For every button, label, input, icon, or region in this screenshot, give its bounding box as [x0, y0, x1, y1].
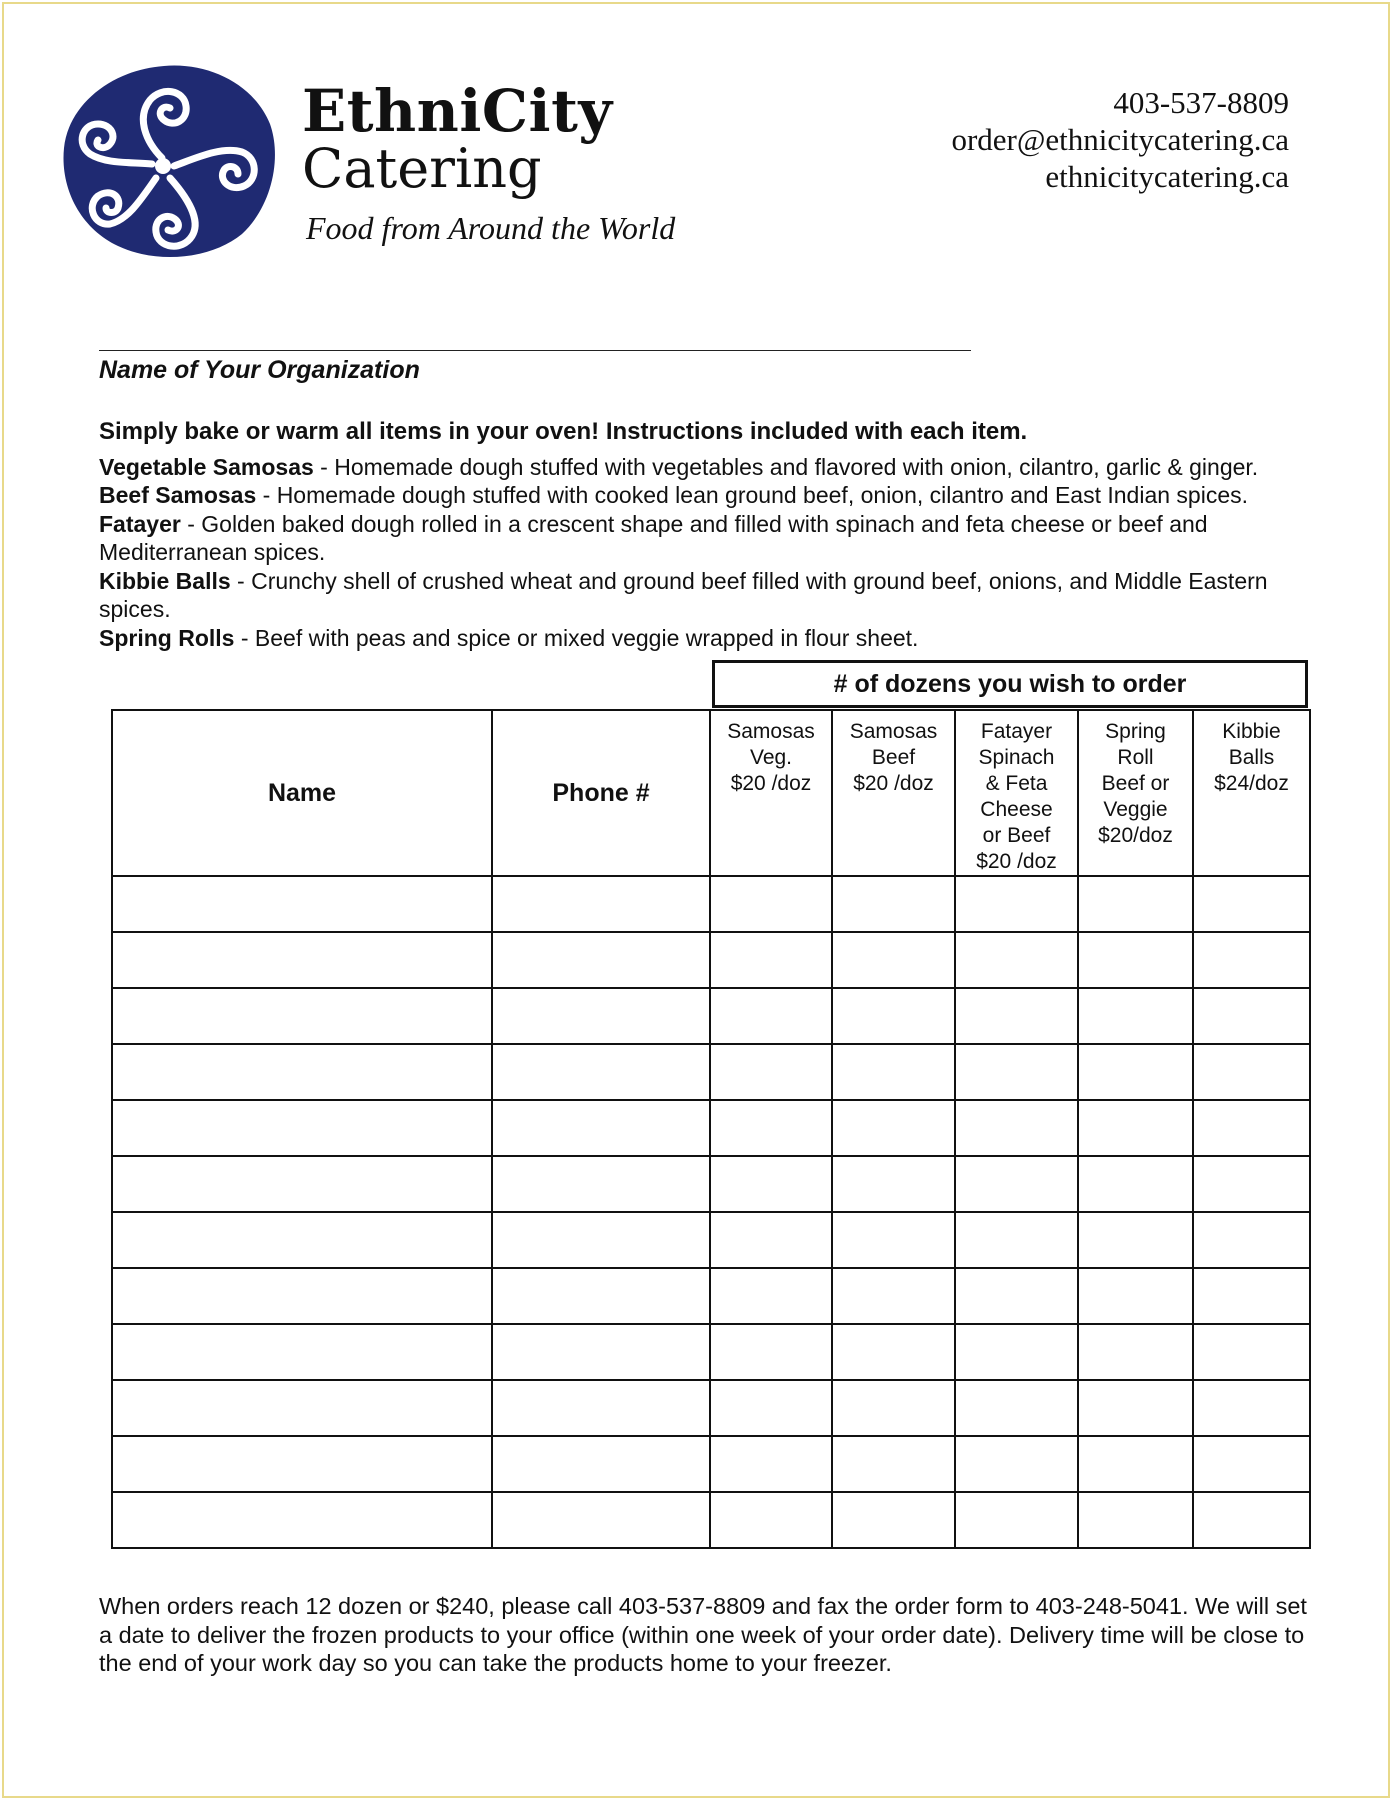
phone-cell[interactable]: [492, 1268, 710, 1324]
item-text: - Homemade dough stuffed with vegetables and flavored with onion, cilantro, garlic & ginger.: [313, 453, 1259, 480]
table-row: [112, 1380, 1310, 1436]
samosas-veg-cell[interactable]: [710, 1156, 832, 1212]
product-price: $20/doz: [1098, 824, 1173, 847]
name-cell[interactable]: [112, 1044, 492, 1100]
column-header-product: [955, 710, 1078, 876]
contact-website[interactable]: ethnicitycatering.ca: [1045, 159, 1289, 194]
phone-cell[interactable]: [492, 1492, 710, 1548]
samosas-veg-cell[interactable]: [710, 1324, 832, 1380]
contact-block: [951, 84, 1289, 195]
item-name: Spring Rolls: [99, 624, 235, 651]
table-row: [112, 1212, 1310, 1268]
samosas-veg-cell[interactable]: [710, 932, 832, 988]
samosas-veg-cell[interactable]: [710, 1212, 832, 1268]
item-text: - Golden baked dough rolled in a crescent shape and filled with spinach and feta cheese or beef and Mediterranean spices.: [99, 510, 1208, 565]
spring-roll-cell[interactable]: [1078, 1268, 1193, 1324]
name-cell[interactable]: [112, 1268, 492, 1324]
phone-cell[interactable]: [492, 1156, 710, 1212]
kibbie-cell[interactable]: [1193, 1436, 1310, 1492]
name-cell[interactable]: [112, 1156, 492, 1212]
samosas-veg-cell[interactable]: [710, 1268, 832, 1324]
table-row: [112, 1324, 1310, 1380]
samosas-beef-cell[interactable]: [832, 1044, 955, 1100]
phone-cell[interactable]: [492, 1380, 710, 1436]
kibbie-cell[interactable]: [1193, 876, 1310, 932]
kibbie-cell[interactable]: [1193, 932, 1310, 988]
item-text: - Crunchy shell of crushed wheat and ground beef filled with ground beef, onions, and Middle Eastern spices.: [99, 567, 1268, 622]
item-description: [99, 567, 1339, 624]
kibbie-cell[interactable]: [1193, 1156, 1310, 1212]
brand-tagline: Food from Around the World: [306, 210, 676, 246]
name-cell[interactable]: [112, 1100, 492, 1156]
fatayer-cell[interactable]: [955, 1436, 1078, 1492]
fatayer-cell[interactable]: [955, 1044, 1078, 1100]
intro-text: Simply bake or warm all items in your oven! Instructions included with each item.: [99, 418, 1028, 445]
fatayer-cell[interactable]: [955, 1268, 1078, 1324]
table-row: [112, 1436, 1310, 1492]
item-description: [99, 510, 1339, 567]
name-cell[interactable]: [112, 932, 492, 988]
order-table: [111, 709, 1311, 1549]
samosas-beef-cell[interactable]: [832, 932, 955, 988]
kibbie-cell[interactable]: [1193, 1324, 1310, 1380]
column-header-product: [1078, 710, 1193, 876]
fatayer-cell[interactable]: [955, 1492, 1078, 1548]
spring-roll-cell[interactable]: [1078, 932, 1193, 988]
column-header-phone: Phone #: [492, 710, 710, 876]
samosas-veg-cell[interactable]: [710, 876, 832, 932]
kibbie-cell[interactable]: [1193, 1268, 1310, 1324]
spring-roll-cell[interactable]: [1078, 1436, 1193, 1492]
kibbie-cell[interactable]: [1193, 1044, 1310, 1100]
fatayer-cell[interactable]: [955, 1380, 1078, 1436]
samosas-veg-cell[interactable]: [710, 1100, 832, 1156]
product-price: $24/doz: [1214, 772, 1289, 795]
brand-name: EthniCity: [302, 77, 613, 145]
name-cell[interactable]: [112, 1380, 492, 1436]
product-price: $20 /doz: [853, 772, 934, 795]
samosas-beef-cell[interactable]: [832, 1436, 955, 1492]
samosas-beef-cell[interactable]: [832, 1100, 955, 1156]
fatayer-cell[interactable]: [955, 1100, 1078, 1156]
samosas-beef-cell[interactable]: [832, 1492, 955, 1548]
phone-cell[interactable]: [492, 1324, 710, 1380]
item-description: [99, 624, 1339, 653]
brand-sub: Catering: [302, 137, 542, 200]
fatayer-cell[interactable]: [955, 1212, 1078, 1268]
name-cell[interactable]: [112, 876, 492, 932]
samosas-veg-cell[interactable]: [710, 1436, 832, 1492]
contact-phone: 403-537-8809: [1113, 85, 1289, 120]
organization-label: Name of Your Organization: [99, 356, 420, 384]
samosas-beef-cell[interactable]: [832, 1268, 955, 1324]
spring-roll-cell[interactable]: [1078, 1492, 1193, 1548]
samosas-beef-cell[interactable]: [832, 876, 955, 932]
column-header-product: [1193, 710, 1310, 876]
table-row: [112, 1044, 1310, 1100]
product-label: Samosas Veg.: [727, 720, 815, 769]
samosas-veg-cell[interactable]: [710, 1380, 832, 1436]
samosas-beef-cell[interactable]: [832, 1324, 955, 1380]
spring-roll-cell[interactable]: [1078, 1100, 1193, 1156]
item-text: - Homemade dough stuffed with cooked lean ground beef, onion, cilantro and East Indian spices.: [256, 482, 1249, 508]
product-price: $20 /doz: [976, 850, 1057, 873]
product-label: Kibbie Balls: [1222, 720, 1281, 769]
table-row: [112, 1156, 1310, 1212]
name-cell[interactable]: [112, 1436, 492, 1492]
phone-cell[interactable]: [492, 1044, 710, 1100]
samosas-veg-cell[interactable]: [710, 988, 832, 1044]
column-header-name: Name: [112, 710, 492, 876]
samosas-beef-cell[interactable]: [832, 1156, 955, 1212]
phone-cell[interactable]: [492, 1436, 710, 1492]
item-name: Fatayer: [99, 510, 181, 537]
spring-roll-cell[interactable]: [1078, 876, 1193, 932]
dozens-header: # of dozens you wish to order: [712, 660, 1308, 708]
phone-cell[interactable]: [492, 876, 710, 932]
name-cell[interactable]: [112, 1212, 492, 1268]
kibbie-cell[interactable]: [1193, 1212, 1310, 1268]
table-row: [112, 876, 1310, 932]
table-row: [112, 1492, 1310, 1548]
spring-roll-cell[interactable]: [1078, 1324, 1193, 1380]
column-header-product: [710, 710, 832, 876]
name-cell[interactable]: [112, 1492, 492, 1548]
column-header-product: [832, 710, 955, 876]
table-header-row: [112, 710, 1310, 876]
item-name: Beef Samosas: [99, 482, 257, 508]
phone-cell[interactable]: [492, 988, 710, 1044]
fatayer-cell[interactable]: [955, 1156, 1078, 1212]
spring-roll-cell[interactable]: [1078, 1212, 1193, 1268]
item-description: [99, 453, 1339, 482]
spring-roll-cell[interactable]: [1078, 1380, 1193, 1436]
kibbie-cell[interactable]: [1193, 1100, 1310, 1156]
table-row: [112, 932, 1310, 988]
phone-cell[interactable]: [492, 1212, 710, 1268]
table-row: [112, 988, 1310, 1044]
item-name: Kibbie Balls: [99, 567, 231, 594]
samosas-veg-cell[interactable]: [710, 1044, 832, 1100]
product-label: Spring Roll Beef or Veggie: [1101, 720, 1170, 821]
table-row: [112, 1268, 1310, 1324]
product-label: Samosas Beef: [849, 720, 938, 769]
product-label: Fatayer Spinach & Feta Cheese or Beef: [978, 720, 1055, 847]
fatayer-cell[interactable]: [955, 1324, 1078, 1380]
fatayer-cell[interactable]: [955, 988, 1078, 1044]
fatayer-cell[interactable]: [955, 876, 1078, 932]
footer-instructions: When orders reach 12 dozen or $240, please call 403-537-8809 and fax the order form to 403-248-5041. We will set a date to deliver the frozen products to your office (within one week of your order date). Delivery time will be close to the end of your work day so you can take the products home to your freezer.: [99, 1593, 1307, 1676]
product-price: $20 /doz: [730, 772, 812, 795]
samosas-beef-cell[interactable]: [832, 1212, 955, 1268]
item-text: - Beef with peas and spice or mixed veggie wrapped in flour sheet.: [234, 624, 919, 651]
samosas-beef-cell[interactable]: [832, 1380, 955, 1436]
table-row: [112, 1100, 1310, 1156]
product-descriptions: [99, 418, 1339, 652]
order-rows: [112, 876, 1310, 1548]
name-cell[interactable]: [112, 988, 492, 1044]
spring-roll-cell[interactable]: [1078, 988, 1193, 1044]
logo-icon: [58, 62, 278, 262]
contact-email[interactable]: order@ethnicitycatering.ca: [951, 122, 1289, 157]
spring-roll-cell[interactable]: [1078, 1044, 1193, 1100]
samosas-veg-cell[interactable]: [710, 1492, 832, 1548]
organization-name-field[interactable]: [99, 350, 971, 351]
kibbie-cell[interactable]: [1193, 988, 1310, 1044]
spring-roll-cell[interactable]: [1078, 1156, 1193, 1212]
name-cell[interactable]: [112, 1324, 492, 1380]
kibbie-cell[interactable]: [1193, 1380, 1310, 1436]
kibbie-cell[interactable]: [1193, 1492, 1310, 1548]
samosas-beef-cell[interactable]: [832, 988, 955, 1044]
phone-cell[interactable]: [492, 932, 710, 988]
phone-cell[interactable]: [492, 1100, 710, 1156]
fatayer-cell[interactable]: [955, 932, 1078, 988]
item-name: Vegetable Samosas: [99, 453, 314, 480]
item-description: [99, 481, 1339, 510]
